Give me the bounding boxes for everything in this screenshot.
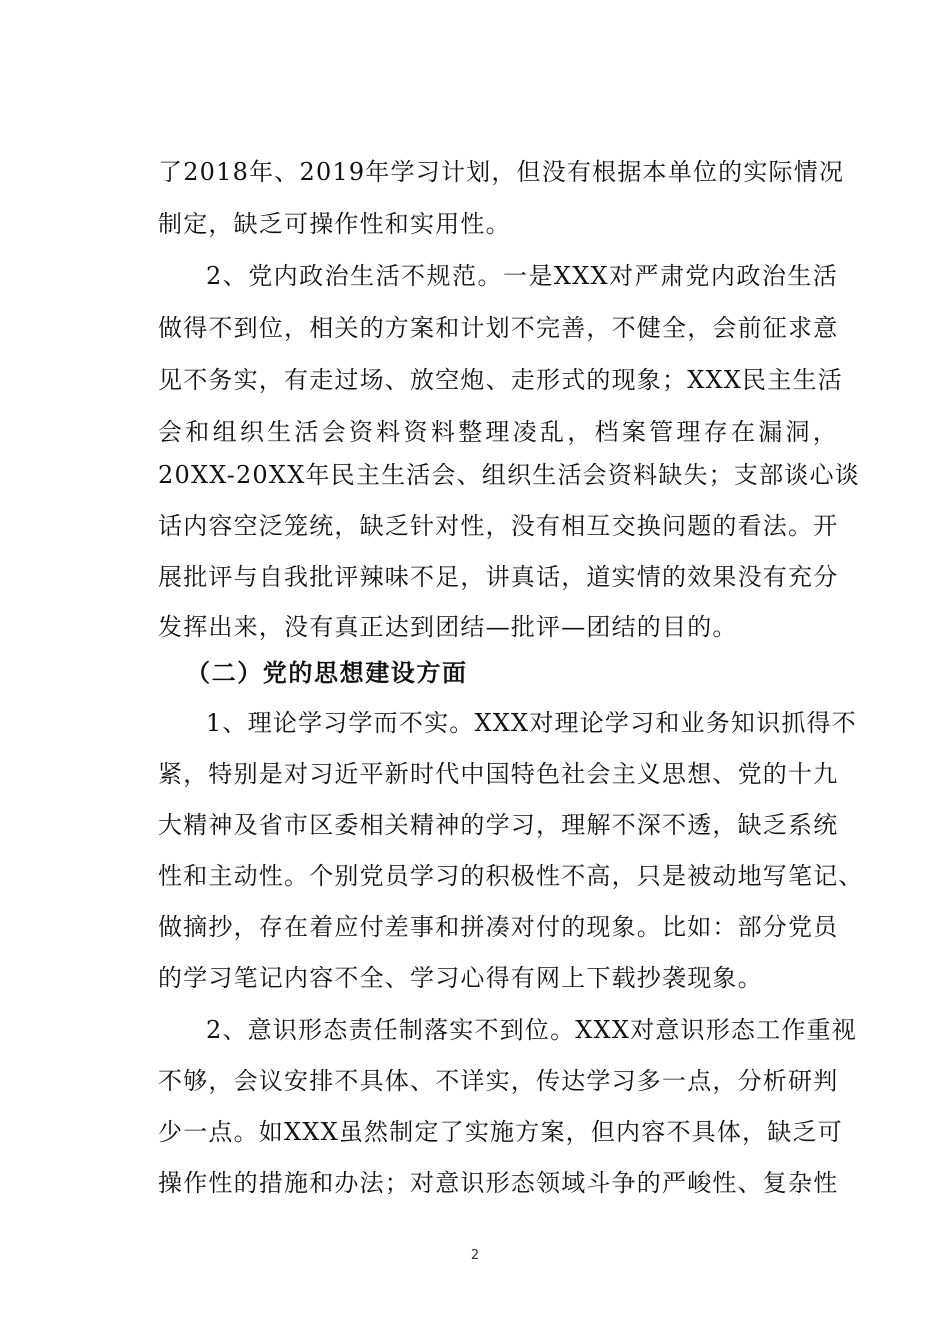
paragraph-line: 做摘抄，存在着应付差事和拼凑对付的现象。比如：部分党员 bbox=[158, 913, 839, 941]
paragraph-line: 不够，会议安排不具体、不详实，传达学习多一点，分析研判 bbox=[158, 1067, 839, 1095]
paragraph-line: 会和组织生活会资料资料整理凌乱，档案管理存在漏洞， bbox=[158, 418, 838, 446]
paragraph-line: 紧，特别是对习近平新时代中国特色社会主义思想、党的十九 bbox=[158, 760, 839, 788]
paragraph-line: 2、党内政治生活不规范。一是XXX对严肃党内政治生活 bbox=[206, 262, 838, 290]
page-number: 2 bbox=[470, 1248, 480, 1263]
section-heading: （二）党的思想建设方面 bbox=[186, 658, 468, 687]
paragraph-line: 话内容空泛笼统，缺乏针对性，没有相互交换问题的看法。开 bbox=[158, 512, 839, 540]
paragraph-line: 了2018年、2019年学习计划，但没有根据本单位的实际情况 bbox=[158, 158, 845, 186]
paragraph-line: 制定，缺乏可操作性和实用性。 bbox=[158, 210, 511, 238]
paragraph-line: 1、理论学习学而不实。XXX对理论学习和业务知识抓得不 bbox=[206, 709, 857, 737]
paragraph-line: 发挥出来，没有真正达到团结—批评—团结的目的。 bbox=[158, 613, 738, 641]
paragraph-line: 20XX-20XX年民主生活会、组织生活会资料缺失；支部谈心谈 bbox=[158, 461, 860, 489]
paragraph-line: 性和主动性。个别党员学习的积极性不高，只是被动地写笔记、 bbox=[158, 862, 864, 890]
paragraph-line: 2、意识形态责任制落实不到位。XXX对意识形态工作重视 bbox=[206, 1016, 857, 1044]
paragraph-line: 大精神及省市区委相关精神的学习，理解不深不透，缺乏系统 bbox=[158, 811, 839, 839]
paragraph-line: 少一点。如XXX虽然制定了实施方案，但内容不具体，缺乏可 bbox=[158, 1118, 843, 1146]
paragraph-line: 的学习笔记内容不全、学习心得有网上下载抄袭现象。 bbox=[158, 964, 763, 992]
paragraph-line: 见不务实，有走过场、放空炮、走形式的现象；XXX民主生活 bbox=[158, 366, 843, 394]
paragraph-line: 做得不到位，相关的方案和计划不完善，不健全，会前征求意 bbox=[158, 314, 839, 342]
paragraph-line: 展批评与自我批评辣味不足，讲真话，道实情的效果没有充分 bbox=[158, 563, 839, 591]
paragraph-line: 操作性的措施和办法；对意识形态领域斗争的严峻性、复杂性 bbox=[158, 1169, 839, 1197]
